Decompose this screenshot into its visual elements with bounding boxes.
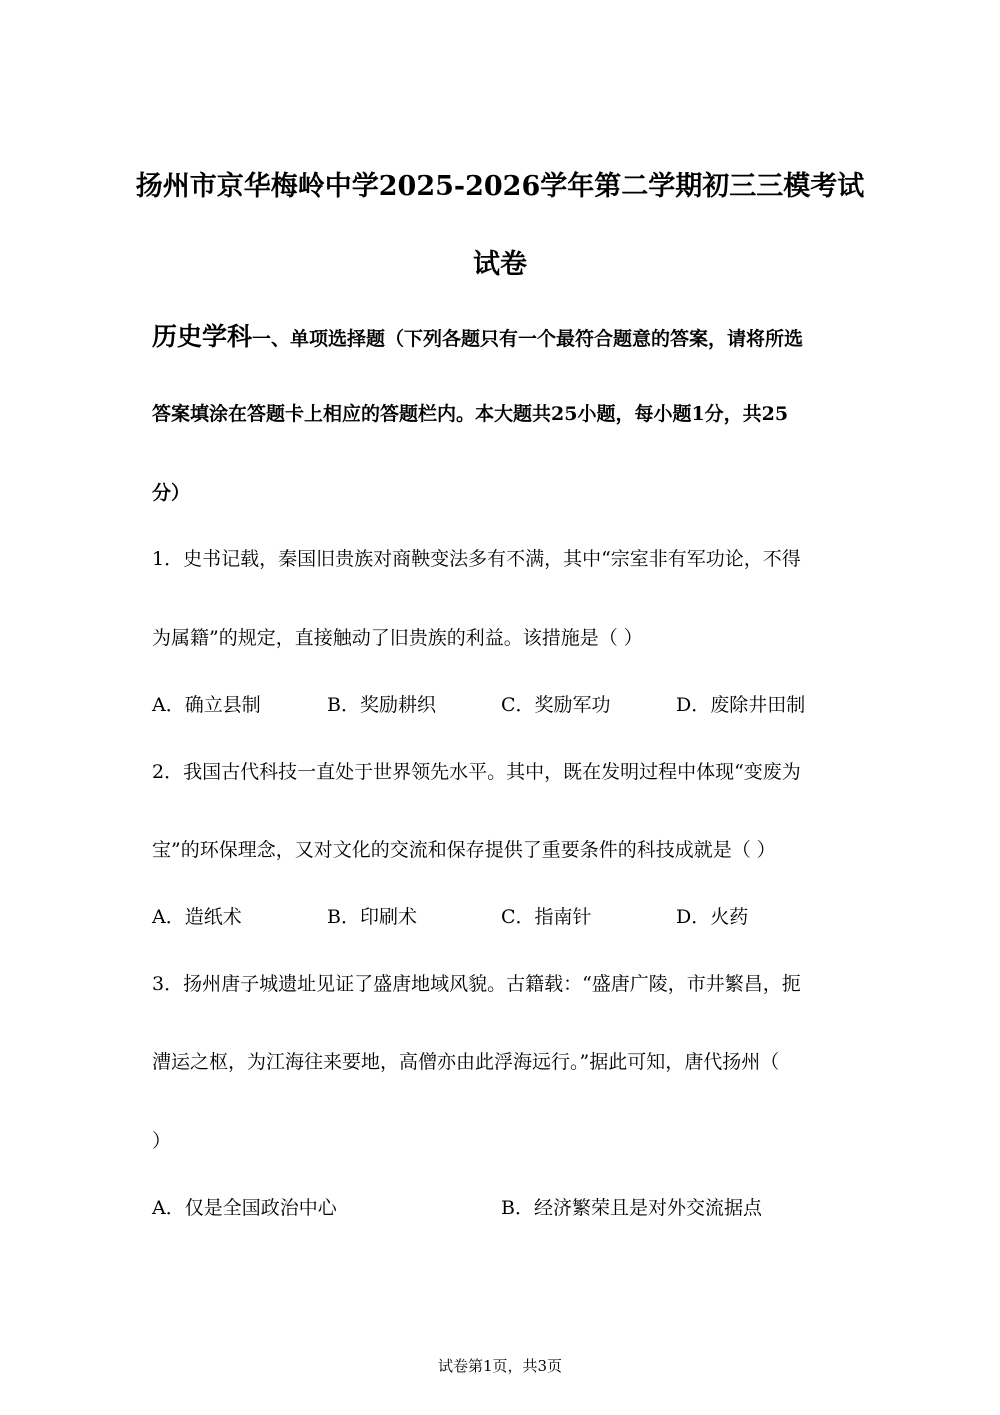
question-3-option-b[interactable]: B．经济繁荣且是对外交流据点 <box>501 1197 762 1219</box>
section-instruction-1: 一、单项选择题（下列各题只有一个最符合题意的答案，请将所选 <box>252 328 804 350</box>
page-footer: 试卷第1页，共3页 <box>437 1357 563 1375</box>
question-2-stem-line2: 宝”的环保理念，又对文化的交流和保存提供了重要条件的科技成就是（ ） <box>152 839 776 861</box>
question-2-option-d[interactable]: D．火药 <box>676 906 749 928</box>
section-instruction-2: 答案填涂在答题卡上相应的答题栏内。本大题共25小题，每小题1分，共25 <box>152 403 789 425</box>
question-2-option-a[interactable]: A．造纸术 <box>152 906 242 928</box>
exam-title-line1: 扬州市京华梅岭中学2025-2026学年第二学期初三三模考试 <box>135 171 865 202</box>
question-2-option-b[interactable]: B．印刷术 <box>327 906 417 928</box>
question-1-option-a[interactable]: A．确立县制 <box>152 694 261 716</box>
question-1-option-c[interactable]: C．奖励军功 <box>501 694 611 716</box>
question-3-stem-line2: 漕运之枢，为江海往来要地，高僧亦由此浮海远行。”据此可知，唐代扬州（ <box>152 1051 780 1073</box>
question-2-option-c[interactable]: C．指南针 <box>501 906 592 928</box>
question-1-stem-line2: 为属籍”的规定，直接触动了旧贵族的利益。该措施是（ ） <box>152 627 643 649</box>
subject-label: 历史学科 <box>152 322 253 351</box>
question-3-option-a[interactable]: A．仅是全国政治中心 <box>152 1197 337 1219</box>
section-instruction-3: 分） <box>152 482 191 504</box>
exam-title-line2: 试卷 <box>473 249 527 280</box>
question-3-stem-line1: 3．扬州唐子城遗址见证了盛唐地域风貌。古籍载：“盛唐广陵，市井繁昌，扼 <box>152 973 801 995</box>
question-3-stem-line3: ） <box>152 1130 172 1152</box>
question-2-stem-line1: 2．我国古代科技一直处于世界领先水平。其中，既在发明过程中体现“变废为 <box>152 761 801 783</box>
question-1-stem-line1: 1．史书记载，秦国旧贵族对商鞅变法多有不满，其中“宗室非有军功论，不得 <box>152 548 801 570</box>
question-1-option-b[interactable]: B．奖励耕织 <box>327 694 436 716</box>
question-1-option-d[interactable]: D．废除井田制 <box>676 694 806 716</box>
section-header-line1 <box>152 322 803 354</box>
